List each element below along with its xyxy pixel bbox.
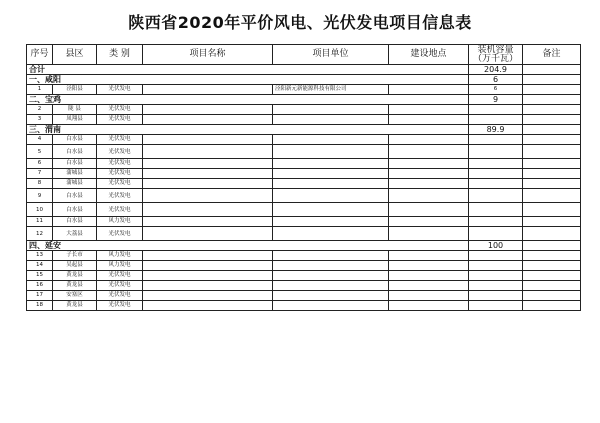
table-row	[27, 271, 581, 281]
total-row	[27, 65, 581, 75]
cell-company	[273, 105, 389, 115]
cell-no: 5	[27, 145, 53, 159]
section-capacity: 9	[469, 95, 523, 105]
cell-company	[273, 159, 389, 169]
cell-county: 凤翔县	[53, 115, 97, 125]
cell-capacity	[469, 135, 523, 145]
table-row	[27, 85, 581, 95]
cell-county: 蒲城县	[53, 169, 97, 179]
header-remark: 备注	[523, 45, 581, 65]
cell-remark	[523, 291, 581, 301]
section-label: 一、咸阳	[27, 75, 469, 85]
cell-capacity	[469, 179, 523, 189]
cell-name	[143, 271, 273, 281]
cell-location	[389, 135, 469, 145]
section-label: 四、延安	[27, 241, 469, 251]
header-county: 县区	[53, 45, 97, 65]
cell-remark	[523, 251, 581, 261]
cell-no: 6	[27, 159, 53, 169]
cell-remark	[523, 217, 581, 227]
cell-company	[273, 261, 389, 271]
cell-capacity	[469, 227, 523, 241]
table-row	[27, 203, 581, 217]
table-row	[27, 105, 581, 115]
cell-type: 光伏发电	[97, 301, 143, 311]
cell-no: 12	[27, 227, 53, 241]
cell-type: 光伏发电	[97, 281, 143, 291]
cell-no: 17	[27, 291, 53, 301]
header-location: 建设地点	[389, 45, 469, 65]
cell-capacity	[469, 159, 523, 169]
cell-remark	[523, 135, 581, 145]
section-remark	[523, 75, 581, 85]
header-row	[27, 45, 581, 65]
cell-company	[273, 189, 389, 203]
cell-no: 1	[27, 85, 53, 95]
cell-capacity	[469, 115, 523, 125]
cell-capacity	[469, 203, 523, 217]
cell-company	[273, 271, 389, 281]
cell-location	[389, 251, 469, 261]
cell-remark	[523, 85, 581, 95]
cell-remark	[523, 203, 581, 217]
cell-no: 4	[27, 135, 53, 145]
cell-name	[143, 159, 273, 169]
cell-location	[389, 179, 469, 189]
section-row	[27, 125, 581, 135]
cell-type: 光伏发电	[97, 179, 143, 189]
cell-company	[273, 227, 389, 241]
cell-no: 15	[27, 271, 53, 281]
cell-name	[143, 169, 273, 179]
cell-capacity	[469, 271, 523, 281]
cell-county: 安塞区	[53, 291, 97, 301]
cell-location	[389, 203, 469, 217]
cell-name	[143, 251, 273, 261]
cell-remark	[523, 227, 581, 241]
cell-remark	[523, 179, 581, 189]
cell-company	[273, 169, 389, 179]
cell-no: 16	[27, 281, 53, 291]
table-row	[27, 179, 581, 189]
cell-type: 光伏发电	[97, 159, 143, 169]
cell-location	[389, 189, 469, 203]
cell-capacity	[469, 261, 523, 271]
section-row	[27, 75, 581, 85]
table-row	[27, 261, 581, 271]
cell-county: 黄龙县	[53, 281, 97, 291]
cell-type: 光伏发电	[97, 169, 143, 179]
cell-name	[143, 85, 273, 95]
section-remark	[523, 125, 581, 135]
cell-name	[143, 291, 273, 301]
table-row	[27, 145, 581, 159]
cell-location	[389, 105, 469, 115]
cell-name	[143, 115, 273, 125]
cell-county: 白水县	[53, 135, 97, 145]
cell-type: 风力发电	[97, 217, 143, 227]
section-row	[27, 241, 581, 251]
cell-capacity	[469, 105, 523, 115]
cell-company	[273, 301, 389, 311]
cell-no: 10	[27, 203, 53, 217]
section-capacity: 89.9	[469, 125, 523, 135]
cell-type: 风力发电	[97, 261, 143, 271]
table-row	[27, 115, 581, 125]
cell-capacity	[469, 217, 523, 227]
header-company: 项目单位	[273, 45, 389, 65]
cell-no: 8	[27, 179, 53, 189]
cell-name	[143, 217, 273, 227]
cell-type: 光伏发电	[97, 203, 143, 217]
cell-county: 大荔县	[53, 227, 97, 241]
cell-location	[389, 271, 469, 281]
cell-remark	[523, 105, 581, 115]
table-row	[27, 159, 581, 169]
header-project-name: 项目名称	[143, 45, 273, 65]
table-row	[27, 135, 581, 145]
cell-capacity: 6	[469, 85, 523, 95]
cell-county: 白水县	[53, 159, 97, 169]
total-capacity: 204.9	[469, 65, 523, 75]
cell-company	[273, 135, 389, 145]
cell-capacity	[469, 301, 523, 311]
cell-name	[143, 135, 273, 145]
cell-location	[389, 115, 469, 125]
cell-company	[273, 203, 389, 217]
cell-county: 吴起县	[53, 261, 97, 271]
cell-location	[389, 217, 469, 227]
cell-remark	[523, 261, 581, 271]
header-no: 序号	[27, 45, 53, 65]
cell-name	[143, 281, 273, 291]
cell-type: 光伏发电	[97, 115, 143, 125]
cell-company	[273, 145, 389, 159]
total-label: 合计	[27, 65, 469, 75]
cell-company: 泾阳新元新能源科技有限公司	[273, 85, 389, 95]
table-row	[27, 281, 581, 291]
cell-capacity	[469, 169, 523, 179]
cell-capacity	[469, 291, 523, 301]
section-capacity: 6	[469, 75, 523, 85]
section-label: 三、渭南	[27, 125, 469, 135]
cell-no: 13	[27, 251, 53, 261]
cell-company	[273, 291, 389, 301]
section-capacity: 100	[469, 241, 523, 251]
cell-no: 9	[27, 189, 53, 203]
cell-type: 光伏发电	[97, 271, 143, 281]
cell-type: 光伏发电	[97, 105, 143, 115]
cell-capacity	[469, 145, 523, 159]
section-remark	[523, 241, 581, 251]
cell-name	[143, 301, 273, 311]
cell-company	[273, 115, 389, 125]
cell-company	[273, 251, 389, 261]
cell-name	[143, 179, 273, 189]
cell-name	[143, 227, 273, 241]
header-capacity: 装机容量（万千瓦）	[469, 45, 523, 65]
cell-location	[389, 145, 469, 159]
cell-county: 蒲城县	[53, 179, 97, 189]
cell-type: 光伏发电	[97, 189, 143, 203]
cell-remark	[523, 115, 581, 125]
cell-name	[143, 105, 273, 115]
cell-county: 黄龙县	[53, 301, 97, 311]
cell-type: 风力发电	[97, 251, 143, 261]
header-type: 类 别	[97, 45, 143, 65]
cell-no: 18	[27, 301, 53, 311]
cell-remark	[523, 301, 581, 311]
cell-company	[273, 281, 389, 291]
cell-county: 白水县	[53, 189, 97, 203]
cell-county: 陇 县	[53, 105, 97, 115]
cell-type: 光伏发电	[97, 145, 143, 159]
document-title: 陕西省2020年平价风电、光伏发电项目信息表	[128, 13, 472, 32]
table-row	[27, 251, 581, 261]
cell-location	[389, 159, 469, 169]
table-row	[27, 291, 581, 301]
cell-remark	[523, 145, 581, 159]
cell-name	[143, 145, 273, 159]
cell-type: 光伏发电	[97, 227, 143, 241]
cell-type: 光伏发电	[97, 85, 143, 95]
cell-capacity	[469, 189, 523, 203]
table-row	[27, 169, 581, 179]
cell-location	[389, 85, 469, 95]
cell-remark	[523, 271, 581, 281]
cell-company	[273, 179, 389, 189]
table-row	[27, 301, 581, 311]
cell-county: 泾阳县	[53, 85, 97, 95]
cell-county: 白水县	[53, 217, 97, 227]
cell-type: 光伏发电	[97, 291, 143, 301]
cell-location	[389, 169, 469, 179]
cell-location	[389, 261, 469, 271]
table-row	[27, 217, 581, 227]
table-row	[27, 189, 581, 203]
project-table	[26, 44, 581, 311]
cell-remark	[523, 281, 581, 291]
cell-location	[389, 281, 469, 291]
cell-location	[389, 301, 469, 311]
cell-county: 白水县	[53, 203, 97, 217]
cell-name	[143, 189, 273, 203]
cell-no: 11	[27, 217, 53, 227]
section-label: 二、宝鸡	[27, 95, 469, 105]
cell-no: 7	[27, 169, 53, 179]
table-row	[27, 227, 581, 241]
cell-company	[273, 217, 389, 227]
cell-no: 14	[27, 261, 53, 271]
section-row	[27, 95, 581, 105]
cell-location	[389, 227, 469, 241]
cell-capacity	[469, 281, 523, 291]
cell-no: 2	[27, 105, 53, 115]
cell-type: 光伏发电	[97, 135, 143, 145]
cell-county: 黄龙县	[53, 271, 97, 281]
cell-name	[143, 261, 273, 271]
cell-remark	[523, 169, 581, 179]
cell-capacity	[469, 251, 523, 261]
total-remark	[523, 65, 581, 75]
cell-remark	[523, 159, 581, 169]
cell-county: 子长市	[53, 251, 97, 261]
cell-location	[389, 291, 469, 301]
cell-name	[143, 203, 273, 217]
cell-county: 白水县	[53, 145, 97, 159]
section-remark	[523, 95, 581, 105]
cell-no: 3	[27, 115, 53, 125]
cell-remark	[523, 189, 581, 203]
